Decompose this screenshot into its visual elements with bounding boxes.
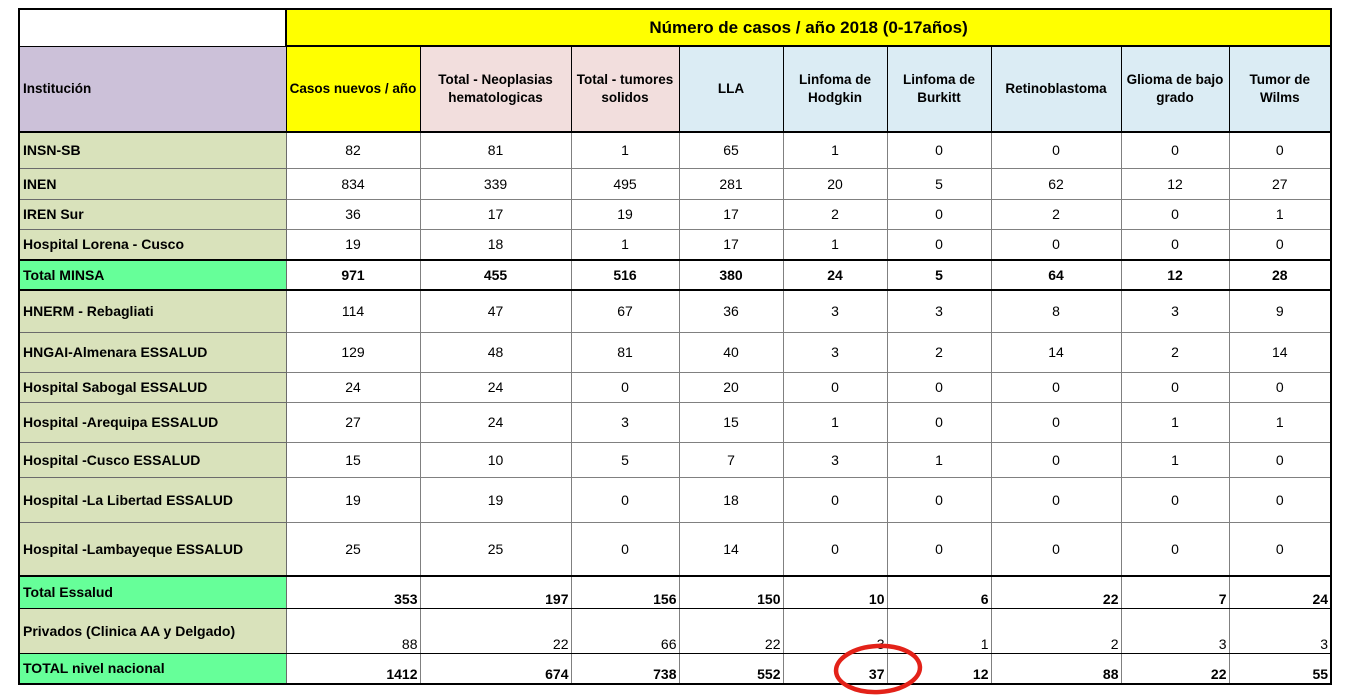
cell-total-essalud-glioma-de-bajo-grado: 7 [1121,576,1229,608]
col-header-linfoma-de-hodgkin: Linfoma de Hodgkin [783,46,887,132]
cell-iren-sur-tumor-de-wilms: 1 [1229,199,1331,229]
cell-total-nivel-nacional-casos-nuevos-a-o: 1412 [286,653,420,684]
cell-iren-sur-retinoblastoma: 2 [991,199,1121,229]
cell-hnerm-rebagliati-retinoblastoma: 8 [991,290,1121,332]
cell-hospital-lorena-cusco-tumor-de-wilms: 0 [1229,229,1331,260]
cell-total-nivel-nacional-total-tumores-solidos: 738 [571,653,679,684]
cell-total-essalud-casos-nuevos-a-o: 353 [286,576,420,608]
institution-label: Hospital Sabogal ESSALUD [19,372,286,402]
cell-insn-sb-lla: 65 [679,132,783,168]
col-header-linfoma-de-burkitt: Linfoma de Burkitt [887,46,991,132]
cell-hospital-arequipa-essalud-tumor-de-wilms: 1 [1229,402,1331,442]
cell-total-nivel-nacional-linfoma-de-hodgkin: 37 [783,653,887,684]
cell-total-minsa-linfoma-de-burkitt: 5 [887,260,991,290]
cell-hngai-almenara-essalud-lla: 40 [679,332,783,372]
cell-iren-sur-glioma-de-bajo-grado: 0 [1121,199,1229,229]
institution-label: INEN [19,168,286,199]
cell-hospital-cusco-essalud-glioma-de-bajo-grado: 1 [1121,442,1229,477]
cell-hnerm-rebagliati-tumor-de-wilms: 9 [1229,290,1331,332]
cell-hospital-cusco-essalud-linfoma-de-hodgkin: 3 [783,442,887,477]
cell-hospital-la-libertad-essalud-retinoblastoma: 0 [991,477,1121,522]
institution-label: IREN Sur [19,199,286,229]
cell-hospital-arequipa-essalud-casos-nuevos-a-o: 27 [286,402,420,442]
cell-iren-sur-total-tumores-solidos: 19 [571,199,679,229]
cell-privados-clinica-aa-y-delgado-linfoma-de-burkitt: 1 [887,608,991,653]
cell-hospital-sabogal-essalud-glioma-de-bajo-grado: 0 [1121,372,1229,402]
institution-label: Total MINSA [19,260,286,290]
cell-total-essalud-total-neoplasias-hematologicas: 197 [420,576,571,608]
institution-label: Privados (Clinica AA y Delgado) [19,608,286,653]
table-row-privados-clinica-aa-y-delgado [19,608,1331,653]
cell-hospital-cusco-essalud-linfoma-de-burkitt: 1 [887,442,991,477]
total-row-total-minsa [19,260,1331,290]
cell-total-nivel-nacional-linfoma-de-burkitt: 12 [887,653,991,684]
cell-total-essalud-tumor-de-wilms: 24 [1229,576,1331,608]
institution-label: Hospital Lorena - Cusco [19,229,286,260]
cell-hospital-lorena-cusco-glioma-de-bajo-grado: 0 [1121,229,1229,260]
col-header-lla: LLA [679,46,783,132]
cell-hngai-almenara-essalud-linfoma-de-burkitt: 2 [887,332,991,372]
cell-total-minsa-total-tumores-solidos: 516 [571,260,679,290]
institution-label: Hospital -Cusco ESSALUD [19,442,286,477]
institution-label: Hospital -Lambayeque ESSALUD [19,522,286,576]
cell-hospital-cusco-essalud-casos-nuevos-a-o: 15 [286,442,420,477]
table-row-iren-sur [19,199,1331,229]
cell-hngai-almenara-essalud-casos-nuevos-a-o: 129 [286,332,420,372]
col-header-total-tumores-solidos: Total - tumores solidos [571,46,679,132]
cell-hospital-cusco-essalud-total-tumores-solidos: 5 [571,442,679,477]
cell-hospital-arequipa-essalud-retinoblastoma: 0 [991,402,1121,442]
cell-hnerm-rebagliati-glioma-de-bajo-grado: 3 [1121,290,1229,332]
cell-privados-clinica-aa-y-delgado-linfoma-de-hodgkin: 3 [783,608,887,653]
cell-iren-sur-linfoma-de-hodgkin: 2 [783,199,887,229]
cell-hngai-almenara-essalud-retinoblastoma: 14 [991,332,1121,372]
cell-total-minsa-lla: 380 [679,260,783,290]
cell-hospital-la-libertad-essalud-total-tumores-solidos: 0 [571,477,679,522]
cell-privados-clinica-aa-y-delgado-casos-nuevos-a-o: 88 [286,608,420,653]
cell-hospital-sabogal-essalud-lla: 20 [679,372,783,402]
cell-hnerm-rebagliati-linfoma-de-hodgkin: 3 [783,290,887,332]
total-row-total-essalud [19,576,1331,608]
table-row-hospital-lambayeque-essalud [19,522,1331,576]
table-row-hospital-arequipa-essalud [19,402,1331,442]
col-header-retinoblastoma: Retinoblastoma [991,46,1121,132]
cell-total-minsa-retinoblastoma: 64 [991,260,1121,290]
institution-label: INSN-SB [19,132,286,168]
cell-hnerm-rebagliati-linfoma-de-burkitt: 3 [887,290,991,332]
cell-hospital-sabogal-essalud-casos-nuevos-a-o: 24 [286,372,420,402]
cell-total-nivel-nacional-retinoblastoma: 88 [991,653,1121,684]
cell-hngai-almenara-essalud-total-neoplasias-hematologicas: 48 [420,332,571,372]
cell-total-essalud-total-tumores-solidos: 156 [571,576,679,608]
institution-label: HNERM - Rebagliati [19,290,286,332]
table-title: Número de casos / año 2018 (0-17años) [286,9,1331,46]
cell-privados-clinica-aa-y-delgado-total-neoplasias-hematologicas: 22 [420,608,571,653]
table-row-hnerm-rebagliati [19,290,1331,332]
cell-hospital-sabogal-essalud-total-tumores-solidos: 0 [571,372,679,402]
institution-label: TOTAL nivel nacional [19,653,286,684]
cell-hospital-arequipa-essalud-linfoma-de-burkitt: 0 [887,402,991,442]
table-row-hospital-sabogal-essalud [19,372,1331,402]
cell-insn-sb-casos-nuevos-a-o: 82 [286,132,420,168]
cell-privados-clinica-aa-y-delgado-glioma-de-bajo-grado: 3 [1121,608,1229,653]
column-header-row [19,46,1331,132]
cell-insn-sb-total-neoplasias-hematologicas: 81 [420,132,571,168]
col-header-total-neoplasias-hematologicas: Total - Neoplasias hematologicas [420,46,571,132]
cell-privados-clinica-aa-y-delgado-retinoblastoma: 2 [991,608,1121,653]
institution-label: Total Essalud [19,576,286,608]
cell-inen-total-tumores-solidos: 495 [571,168,679,199]
cell-hospital-la-libertad-essalud-linfoma-de-burkitt: 0 [887,477,991,522]
cell-hospital-lorena-cusco-total-tumores-solidos: 1 [571,229,679,260]
banner-row [19,9,1331,46]
cell-iren-sur-linfoma-de-burkitt: 0 [887,199,991,229]
cell-privados-clinica-aa-y-delgado-lla: 22 [679,608,783,653]
cell-total-nivel-nacional-tumor-de-wilms: 55 [1229,653,1331,684]
cell-insn-sb-linfoma-de-hodgkin: 1 [783,132,887,168]
cell-hospital-arequipa-essalud-glioma-de-bajo-grado: 1 [1121,402,1229,442]
cell-hospital-cusco-essalud-total-neoplasias-hematologicas: 10 [420,442,571,477]
cell-iren-sur-casos-nuevos-a-o: 36 [286,199,420,229]
cell-hospital-lambayeque-essalud-total-tumores-solidos: 0 [571,522,679,576]
cell-hospital-la-libertad-essalud-lla: 18 [679,477,783,522]
cell-inen-linfoma-de-burkitt: 5 [887,168,991,199]
cell-hospital-la-libertad-essalud-linfoma-de-hodgkin: 0 [783,477,887,522]
cell-total-minsa-tumor-de-wilms: 28 [1229,260,1331,290]
cell-hospital-arequipa-essalud-linfoma-de-hodgkin: 1 [783,402,887,442]
cell-insn-sb-linfoma-de-burkitt: 0 [887,132,991,168]
cell-hospital-la-libertad-essalud-glioma-de-bajo-grado: 0 [1121,477,1229,522]
cell-total-minsa-casos-nuevos-a-o: 971 [286,260,420,290]
cell-hospital-lorena-cusco-linfoma-de-burkitt: 0 [887,229,991,260]
cell-hospital-cusco-essalud-retinoblastoma: 0 [991,442,1121,477]
table-row-hospital-lorena-cusco [19,229,1331,260]
cell-hospital-sabogal-essalud-total-neoplasias-hematologicas: 24 [420,372,571,402]
cell-hospital-la-libertad-essalud-total-neoplasias-hematologicas: 19 [420,477,571,522]
cell-total-essalud-retinoblastoma: 22 [991,576,1121,608]
cell-total-nivel-nacional-glioma-de-bajo-grado: 22 [1121,653,1229,684]
cell-inen-total-neoplasias-hematologicas: 339 [420,168,571,199]
cell-hospital-cusco-essalud-lla: 7 [679,442,783,477]
table-row-hngai-almenara-essalud [19,332,1331,372]
col-header-tumor-de-wilms: Tumor de Wilms [1229,46,1331,132]
cell-hospital-lambayeque-essalud-total-neoplasias-hematologicas: 25 [420,522,571,576]
cell-hngai-almenara-essalud-total-tumores-solidos: 81 [571,332,679,372]
table-row-insn-sb [19,132,1331,168]
cell-hnerm-rebagliati-total-neoplasias-hematologicas: 47 [420,290,571,332]
cell-inen-linfoma-de-hodgkin: 20 [783,168,887,199]
cell-hospital-lorena-cusco-lla: 17 [679,229,783,260]
cell-hnerm-rebagliati-lla: 36 [679,290,783,332]
cell-inen-casos-nuevos-a-o: 834 [286,168,420,199]
cell-inen-lla: 281 [679,168,783,199]
cell-privados-clinica-aa-y-delgado-total-tumores-solidos: 66 [571,608,679,653]
cell-hospital-arequipa-essalud-lla: 15 [679,402,783,442]
institution-label: HNGAI-Almenara ESSALUD [19,332,286,372]
cell-hospital-arequipa-essalud-total-tumores-solidos: 3 [571,402,679,442]
cell-hospital-lambayeque-essalud-lla: 14 [679,522,783,576]
cell-iren-sur-lla: 17 [679,199,783,229]
cell-hospital-la-libertad-essalud-casos-nuevos-a-o: 19 [286,477,420,522]
institution-label: Hospital -Arequipa ESSALUD [19,402,286,442]
cell-hospital-cusco-essalud-tumor-de-wilms: 0 [1229,442,1331,477]
col-header-glioma-de-bajo-grado: Glioma de bajo grado [1121,46,1229,132]
cell-privados-clinica-aa-y-delgado-tumor-de-wilms: 3 [1229,608,1331,653]
cell-total-minsa-linfoma-de-hodgkin: 24 [783,260,887,290]
cell-total-minsa-glioma-de-bajo-grado: 12 [1121,260,1229,290]
cell-inen-retinoblastoma: 62 [991,168,1121,199]
institution-label: Hospital -La Libertad ESSALUD [19,477,286,522]
cell-hospital-sabogal-essalud-retinoblastoma: 0 [991,372,1121,402]
col-header-instituci-n: Institución [19,46,286,132]
cell-insn-sb-glioma-de-bajo-grado: 0 [1121,132,1229,168]
cell-hospital-sabogal-essalud-tumor-de-wilms: 0 [1229,372,1331,402]
cell-hnerm-rebagliati-casos-nuevos-a-o: 114 [286,290,420,332]
cell-inen-glioma-de-bajo-grado: 12 [1121,168,1229,199]
cell-hospital-lambayeque-essalud-tumor-de-wilms: 0 [1229,522,1331,576]
cell-total-essalud-linfoma-de-hodgkin: 10 [783,576,887,608]
cell-hospital-la-libertad-essalud-tumor-de-wilms: 0 [1229,477,1331,522]
cell-hospital-lorena-cusco-total-neoplasias-hematologicas: 18 [420,229,571,260]
cell-hospital-lambayeque-essalud-linfoma-de-hodgkin: 0 [783,522,887,576]
cases-table-wrapper [18,8,1332,685]
cell-total-nivel-nacional-total-neoplasias-hematologicas: 674 [420,653,571,684]
cell-hospital-lambayeque-essalud-glioma-de-bajo-grado: 0 [1121,522,1229,576]
table-row-inen [19,168,1331,199]
cell-hospital-lorena-cusco-casos-nuevos-a-o: 19 [286,229,420,260]
cell-hospital-sabogal-essalud-linfoma-de-burkitt: 0 [887,372,991,402]
cell-inen-tumor-de-wilms: 27 [1229,168,1331,199]
table-row-hospital-cusco-essalud [19,442,1331,477]
cell-hngai-almenara-essalud-glioma-de-bajo-grado: 2 [1121,332,1229,372]
cases-table [18,8,1332,685]
cell-hospital-lambayeque-essalud-casos-nuevos-a-o: 25 [286,522,420,576]
cell-insn-sb-retinoblastoma: 0 [991,132,1121,168]
table-row-hospital-la-libertad-essalud [19,477,1331,522]
cell-total-essalud-linfoma-de-burkitt: 6 [887,576,991,608]
cell-hospital-lorena-cusco-linfoma-de-hodgkin: 1 [783,229,887,260]
total-row-total-nivel-nacional [19,653,1331,684]
cell-insn-sb-total-tumores-solidos: 1 [571,132,679,168]
banner-spacer [19,9,286,46]
cell-hospital-lorena-cusco-retinoblastoma: 0 [991,229,1121,260]
cell-insn-sb-tumor-de-wilms: 0 [1229,132,1331,168]
cell-iren-sur-total-neoplasias-hematologicas: 17 [420,199,571,229]
cell-total-minsa-total-neoplasias-hematologicas: 455 [420,260,571,290]
cell-hngai-almenara-essalud-linfoma-de-hodgkin: 3 [783,332,887,372]
cell-total-essalud-lla: 150 [679,576,783,608]
cell-hospital-lambayeque-essalud-linfoma-de-burkitt: 0 [887,522,991,576]
cell-hnerm-rebagliati-total-tumores-solidos: 67 [571,290,679,332]
cell-hospital-lambayeque-essalud-retinoblastoma: 0 [991,522,1121,576]
col-header-casos-nuevos-a-o: Casos nuevos / año [286,46,420,132]
cell-hospital-arequipa-essalud-total-neoplasias-hematologicas: 24 [420,402,571,442]
cell-total-nivel-nacional-lla: 552 [679,653,783,684]
cell-hospital-sabogal-essalud-linfoma-de-hodgkin: 0 [783,372,887,402]
cell-hngai-almenara-essalud-tumor-de-wilms: 14 [1229,332,1331,372]
